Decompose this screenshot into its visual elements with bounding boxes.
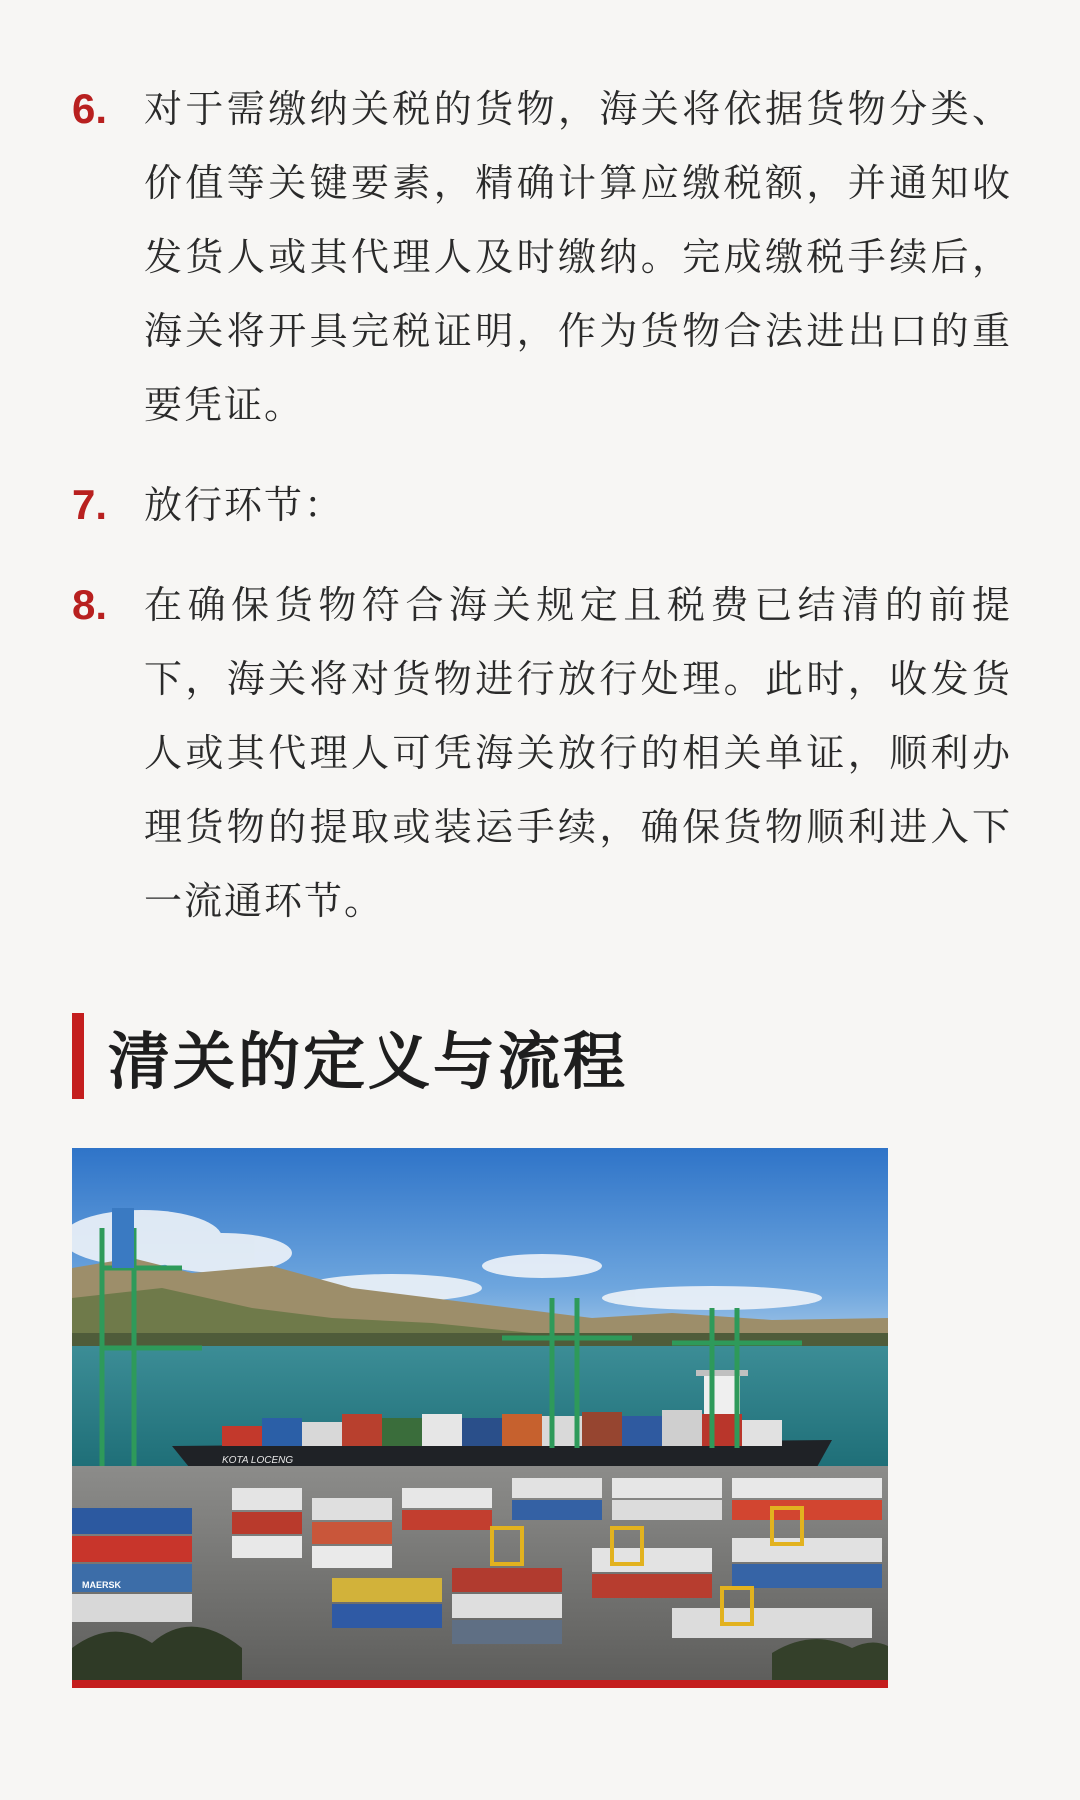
item-number: 8. bbox=[72, 581, 108, 628]
numbered-list bbox=[72, 72, 1012, 938]
item-number: 6. bbox=[72, 85, 108, 132]
heading-accent-bar bbox=[72, 1013, 84, 1099]
list-item-7 bbox=[72, 468, 1012, 542]
item-text: 放行环节： bbox=[144, 483, 345, 527]
list-item-6 bbox=[72, 72, 1012, 442]
foreground-bushes bbox=[772, 1639, 888, 1680]
item-text: 在确保货物符合海关规定且税费已结清的前提下，海关将对货物进行放行处理。此时，收发货人或其代理人可凭海关放行的相关单证，顺利办理货物的提取或装运手续，确保货物顺利进入下一流通环节。 bbox=[144, 583, 1012, 923]
list-item-8 bbox=[72, 568, 1012, 938]
container-brand: MAERSK bbox=[82, 1580, 122, 1590]
item-number: 7. bbox=[72, 481, 108, 528]
port-illustration bbox=[72, 1148, 888, 1680]
section-heading bbox=[72, 1012, 628, 1100]
ship-name: KOTA LOCENG bbox=[222, 1455, 294, 1466]
section-title: 清关的定义与流程 bbox=[108, 1024, 629, 1098]
container-port-photo bbox=[72, 1148, 888, 1688]
item-text: 对于需缴纳关税的货物，海关将依据货物分类、价值等关键要素，精确计算应缴税额，并通知收发货人或其代理人及时缴纳。完成缴税手续后，海关将开具完税证明，作为货物合法进出口的重要凭证。 bbox=[144, 87, 1012, 427]
crane-cab bbox=[112, 1208, 134, 1268]
